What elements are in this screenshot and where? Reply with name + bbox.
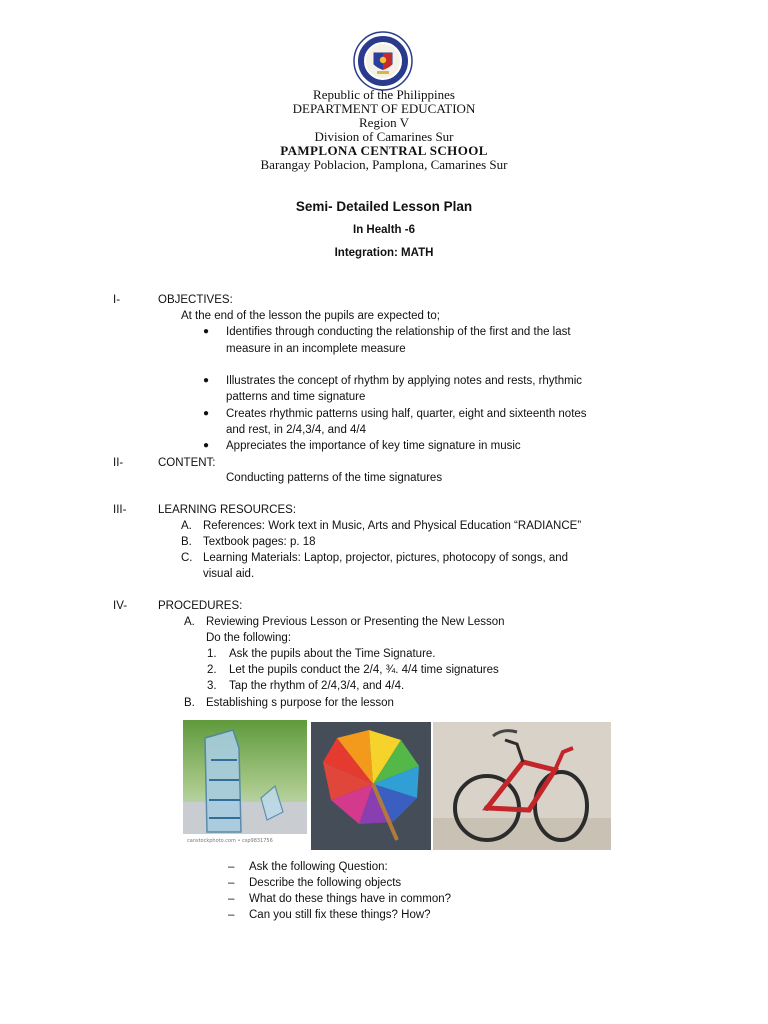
bullet-icon: ● <box>203 408 210 419</box>
content-heading: CONTENT: <box>158 457 216 469</box>
dash-marker: – <box>228 877 235 889</box>
section-number: IV- <box>113 600 128 612</box>
question-item: Describe the following objects <box>249 877 402 889</box>
document-header <box>0 88 768 172</box>
step-text: Tap the rhythm of 2/4,3/4, and 4/4. <box>229 680 405 692</box>
objective-text: Identifies through conducting the relationship of the first and the last <box>226 326 571 338</box>
resource-text: References: Work text in Music, Arts and Physical Education “RADIANCE” <box>203 520 582 532</box>
objective-text: Appreciates the importance of key time signature in music <box>226 440 521 452</box>
subject-title: In Health -6 <box>353 224 415 236</box>
procedures-heading: PROCEDURES: <box>158 600 243 612</box>
objective-text: Illustrates the concept of rhythm by applying notes and rests, rhythmic <box>226 375 583 387</box>
list-letter: A. <box>184 616 195 628</box>
section-number: I- <box>113 294 121 306</box>
list-letter: A. <box>181 520 192 532</box>
bullet-icon: ● <box>203 375 210 386</box>
broken-umbrella-photo <box>311 722 431 850</box>
step-text: Ask the pupils about the Time Signature. <box>229 648 436 660</box>
bullet-icon: ● <box>203 326 210 337</box>
question-item: Can you still fix these things? How? <box>249 909 431 921</box>
list-letter: C. <box>181 552 193 564</box>
resource-text: visual aid. <box>203 568 255 580</box>
photo-watermark: canstockphoto.com • csp9831756 <box>187 838 273 844</box>
question-item: What do these things have in common? <box>249 893 452 905</box>
integration-title: Integration: MATH <box>334 247 434 259</box>
broken-bicycle-photo <box>433 722 611 850</box>
list-letter: B. <box>181 536 192 548</box>
step-number: 2. <box>207 664 217 676</box>
procedure-a-title: Reviewing Previous Lesson or Presenting the New Lesson <box>206 616 505 628</box>
division-line: Division of Camarines Sur <box>314 129 454 144</box>
dash-marker: – <box>228 909 235 921</box>
step-number: 1. <box>207 648 217 660</box>
objective-text: patterns and time signature <box>226 391 366 403</box>
school-address: Barangay Poblacion, Pamplona, Camarines Sur <box>260 157 508 172</box>
lesson-plan-title: Semi- Detailed Lesson Plan <box>295 199 473 214</box>
bullet-icon: ● <box>203 440 210 451</box>
objective-text: Creates rhythmic patterns using half, quarter, eight and sixteenth notes <box>226 408 587 420</box>
procedure-b-title: Establishing s purpose for the lesson <box>206 697 394 709</box>
republic-line: Republic of the Philippines <box>313 87 455 102</box>
region-line: Region V <box>359 115 409 130</box>
section-number: II- <box>113 457 124 469</box>
step-number: 3. <box>207 680 217 692</box>
question-item: Ask the following Question: <box>249 861 388 873</box>
procedure-a-intro: Do the following: <box>206 632 292 644</box>
deped-seal-logo <box>353 31 413 91</box>
objectives-heading: OBJECTIVES: <box>158 294 233 306</box>
section-number: III- <box>113 504 127 516</box>
content-text: Conducting patterns of the time signatures <box>226 472 443 484</box>
school-name: PAMPLONA CENTRAL SCHOOL <box>280 143 488 158</box>
step-text: Let the pupils conduct the 2/4, ¾. 4/4 time signatures <box>229 664 499 676</box>
objective-text: and rest, in 2/4,3/4, and 4/4 <box>226 424 367 436</box>
resource-text: Textbook pages: p. 18 <box>203 536 316 548</box>
dash-marker: – <box>228 893 235 905</box>
objective-text: measure in an incomplete measure <box>226 343 406 355</box>
department-line: DEPARTMENT OF EDUCATION <box>292 101 476 116</box>
objectives-intro: At the end of the lesson the pupils are expected to; <box>181 310 440 322</box>
broken-glass-photo <box>183 720 307 844</box>
list-letter: B. <box>184 697 195 709</box>
resource-text: Learning Materials: Laptop, projector, pictures, photocopy of songs, and <box>203 552 569 564</box>
dash-marker: – <box>228 861 235 873</box>
resources-heading: LEARNING RESOURCES: <box>158 504 297 516</box>
